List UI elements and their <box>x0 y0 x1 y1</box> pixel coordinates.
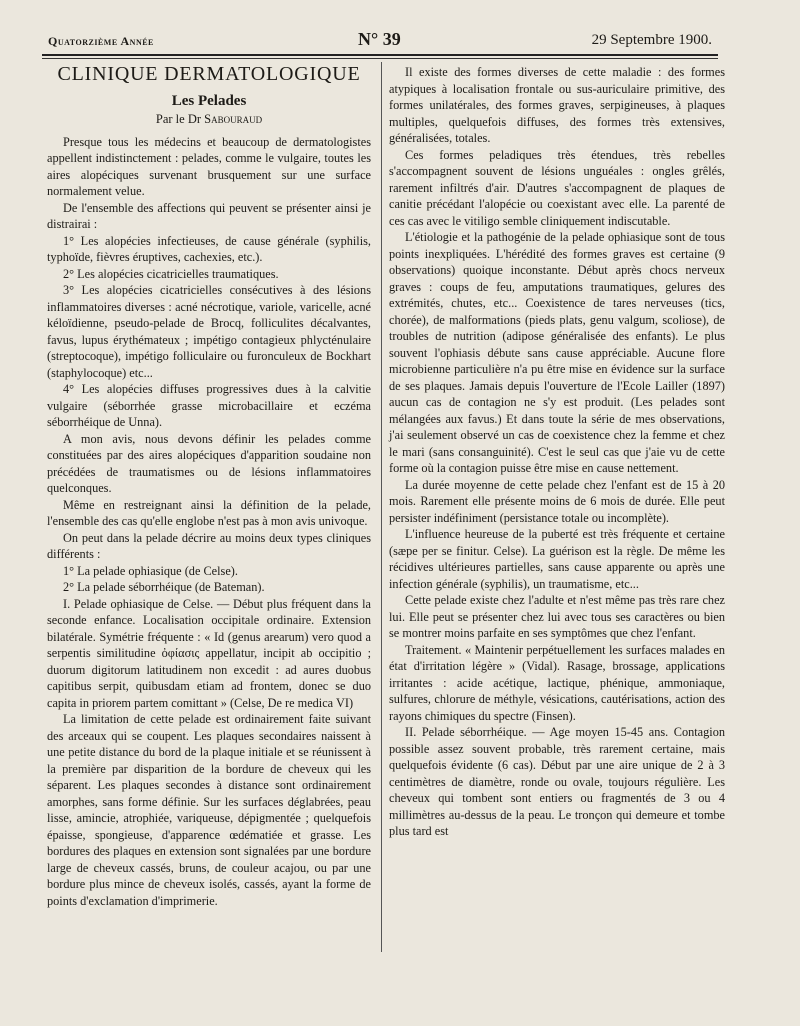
paragraph: Il existe des formes diverses de cette maladie : des formes atypiques à localisation frontale ou sus-auriculaire primitive, des formes unilatérales, des formes graves, serpigineuses, à plaques multiples, quelquefois diffuses, des formes très extensives, généralisées, totales. <box>389 65 725 145</box>
issue-date: 29 Septembre 1900. <box>591 32 712 48</box>
author-name: Sabouraud <box>204 112 263 126</box>
list-item: 2° La pelade séborrhéique (de Bateman). <box>63 580 265 594</box>
paragraph: L'influence heureuse de la puberté est très fréquente et certaine (sæpe per se finitur. Celse). La guérison est la règle. De même les récidives ultérieures partielles, sans cause apparente ou après une infection générale (syphilis), un traumatisme, etc... <box>389 527 725 591</box>
article-byline <box>47 111 371 128</box>
list-item: 4° Les alopécies diffuses progressives dues à la calvitie vulgaire (séborrhée grasse microbacillaire et eczéma séborrhéique de Unna). <box>47 382 371 429</box>
list-item: 1° La pelade ophiasique (de Celse). <box>63 563 238 578</box>
column-divider <box>381 62 382 952</box>
list-item: 1° Les alopécies infectieuses, de cause générale (syphilis, typhoïde, fièvres éruptives, cachexies, etc.). <box>47 233 371 264</box>
left-column <box>47 64 371 909</box>
paragraph: La limitation de cette pelade est ordinairement faite suivant des arceaux qui se coupent. Les plaques secondaires naissent à une petite distance du bord de la plaque initiale et se réunissent à la première par disparition de la bordure de cheveux qui les séparent. Les plaques secondes à distance sont ordinairement amorphes, sans forme définie. Sur les surfaces déglabrées, peau lisse, amincie, atrophiée, variqueuse, dépigmentée ; quelquefois épaisse, spongieuse, d'apparence œdématiée et grasse. Les bordures des plaques en extension sont signalées par une bordure large de cheveux cassés, bruns, de couleur acajou, ou par une bordure plus mince de cheveux isolés, cassés, ayant la forme de points d'exclamation d'imprimerie. <box>47 712 371 908</box>
header-rule-thick <box>42 54 718 56</box>
right-column <box>389 64 725 840</box>
header-rule-thin <box>42 58 718 59</box>
paragraph: II. Pelade séborrhéique. — Age moyen 15-45 ans. Contagion possible assez souvent probable, très rarement certaine, mais quelquefois évidente (6 cas). Début par une aire unique de 2 à 3 centimètres de diamètre, ronde ou ovale, toujours régulière. Les cheveux qui tombent sont entiers ou fragmentés de 3 ou 4 millimètres au-dessus de la peau. Le tronçon qui demeure et tombe plus tard est <box>389 725 725 838</box>
list-item: 3° Les alopécies cicatricielles consécutives à des lésions inflammatoires diverses : acné nécrotique, variole, varicelle, acné kéloïdienne, pseudo-pelade de Brocq, folliculites décalvantes, favus, lupus érythémateux ; impétigo contagieux phlycténulaire (streptocoque), impétigo folliculaire ou furonculeux de Bockhart (staphylocoque) etc... <box>47 283 371 380</box>
issue-number: N° 39 <box>358 29 401 49</box>
paragraph: Traitement. « Maintenir perpétuellement les surfaces malades en état d'irritation légère » (Vidal). Rasage, brossage, applications irritantes : acide acétique, lactique, phénique, ammoniaque, sulfures, chlorure de méthyle, vésications, cautérisations, action des rayons chimiques du spectre (Finsen). <box>389 642 725 723</box>
paragraph: La durée moyenne de cette pelade chez l'enfant est de 15 à 20 mois. Rarement elle présente moins de 6 mois de durée. Elle peut persister indéfiniment (persistance totale ou incomplète). <box>389 477 725 525</box>
paragraph: A mon avis, nous devons définir les pelades comme constituées par des aires alopéciques d'apparition soudaine non précédées de traumatismes ou de lésions inflammatoires quelconques. <box>47 431 371 495</box>
article-title: Les Pelades <box>171 92 247 109</box>
paragraph: Cette pelade existe chez l'adulte et n'est même pas très rare chez lui. Elle peut se présenter chez lui avec tous ses caractères ou bien se montrer moins parfaite en ses symptômes que chez l'enfant. <box>389 593 725 640</box>
paragraph: De l'ensemble des affections qui peuvent se présenter ainsi je distrairai : <box>47 200 371 231</box>
paragraph: Presque tous les médecins et beaucoup de dermatologistes appellent indistinctement : pelades, comme le vulgaire, toutes les aires alopéciques survenant brusquement sur une surface normalement velue. <box>47 134 371 198</box>
edition-label: Quatorzième Année <box>48 34 154 48</box>
paragraph: I. Pelade ophiasique de Celse. — Début plus fréquent dans la seconde enfance. Localisation occipitale ordinaire. Extension bilatérale. Symétrie fréquente : « Id (genus arearum) vero quod a serpentis similitudine ὀφίασις appellatur, incipit ab occipitio ; duorum digitorum latitudinem non excedit : ad aures duobus capitibus serpit, quibusdam etiam ad frontem, donec se duo capita in priorem partem comittant » (Celse, De re medica VI) <box>47 596 371 710</box>
paragraph: L'étiologie et la pathogénie de la pelade ophiasique sont de tous points inexpliquées. L'hérédité des formes graves est certaine (9 observations) quoique inconstante. Début après chocs nerveux graves : coups de feu, amputations traumatiques, gelures des extrémités, chutes, etc... Coexistence de tares nerveuses (tics, chorée), de malformations (pieds plats, genu valgum, scoliose), de troubles de nutrition (adipose généralisée des enfants). Le plus souvent l'ophiasis débute sans cause appréciable. Aucune flore microbienne particulière n'a pu être mise en évidence sur la surface de ses plaques. Jamais depuis l'ouverture de l'Ecole Lailler (1897) aucun cas de contagion ne s'y est produit. (Les pelades sont mélangées aux favus.) Et dans toute la série de mes observations, j'ai seulement observé un cas de coexistence chez la femme et chez le mari (sans consanguinité). C'est le seul cas que j'aie vu de cette forme où la contagion puisse être mise en cause nettement. <box>389 230 725 475</box>
list-item: 2° Les alopécies cicatricielles traumatiques. <box>63 266 279 281</box>
page-header <box>48 30 712 52</box>
paragraph: On peut dans la pelade décrire au moins deux types cliniques différents : <box>47 530 371 561</box>
paragraph: Ces formes peladiques très étendues, très rebelles s'accompagnent souvent de lésions unguéales : ongles grêlés, rarement infiltrés d'air. D'autres s'accompagnent de plaques de canitie précédant l'alopécie ou coexistant avec elle. La parenté de ces cas avec le vitiligo semble cliniquement indiscutable. <box>389 147 725 228</box>
section-title: CLINIQUE DERMATOLOGIQUE <box>57 63 361 85</box>
byline-prefix: Par le Dr <box>155 112 202 126</box>
paragraph: Même en restreignant ainsi la définition de la pelade, l'ensemble des cas qu'elle englobe n'est pas à mon avis univoque. <box>47 497 371 528</box>
